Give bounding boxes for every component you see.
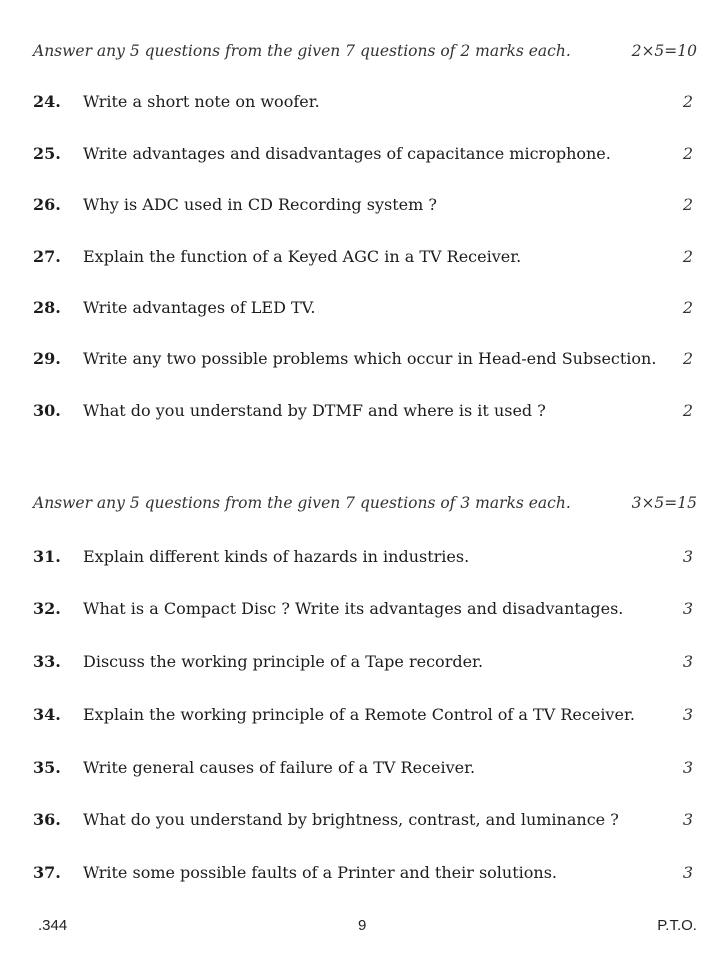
question-marks: 3 (682, 599, 693, 618)
question-number: 32. (33, 599, 61, 618)
question-marks: 3 (682, 652, 693, 671)
question-marks: 2 (682, 349, 693, 368)
question-text: Explain the working principle of a Remote Control of a TV Receiver. (83, 705, 635, 724)
question-number: 34. (33, 705, 61, 724)
question-number: 25. (33, 144, 61, 163)
question-number: 26. (33, 195, 61, 214)
question-number: 27. (33, 247, 61, 266)
question-marks: 2 (682, 144, 693, 163)
question-marks: 2 (682, 298, 693, 317)
question-number: 35. (33, 758, 61, 777)
question-26 (33, 195, 693, 217)
question-text: What is a Compact Disc ? Write its advantages and disadvantages. (83, 599, 624, 618)
paper-code: .344 (38, 917, 68, 934)
question-marks: 3 (682, 863, 693, 882)
question-text: What do you understand by brightness, contrast, and luminance ? (83, 810, 619, 829)
question-text: Explain different kinds of hazards in industries. (83, 547, 470, 566)
question-28 (33, 298, 693, 320)
question-29 (33, 349, 693, 371)
question-text: Discuss the working principle of a Tape recorder. (83, 652, 484, 671)
question-number: 29. (33, 349, 61, 368)
section-2-total-marks: 3×5=15 (631, 494, 697, 512)
question-marks: 2 (682, 92, 693, 111)
question-24 (33, 92, 693, 114)
question-25 (33, 144, 693, 166)
question-33 (33, 652, 693, 674)
question-32 (33, 599, 693, 621)
question-text: Write general causes of failure of a TV Receiver. (83, 758, 476, 777)
question-37 (33, 863, 693, 885)
question-number: 37. (33, 863, 61, 882)
question-marks: 2 (682, 401, 693, 420)
question-number: 30. (33, 401, 61, 420)
question-number: 31. (33, 547, 61, 566)
page-number: 9 (358, 917, 367, 934)
section-1-total-marks: 2×5=10 (631, 42, 697, 60)
section-1-instruction: Answer any 5 questions from the given 7 questions of 2 marks each. (33, 42, 571, 60)
question-number: 33. (33, 652, 61, 671)
question-marks: 3 (682, 758, 693, 777)
question-text: What do you understand by DTMF and where is it used ? (83, 401, 546, 420)
question-number: 36. (33, 810, 61, 829)
question-text: Write any two possible problems which occur in Head-end Subsection. (83, 349, 657, 368)
question-30 (33, 401, 693, 423)
question-number: 24. (33, 92, 61, 111)
question-number: 28. (33, 298, 61, 317)
question-marks: 3 (682, 547, 693, 566)
pto-label: P.T.O. (657, 917, 697, 934)
question-text: Explain the function of a Keyed AGC in a TV Receiver. (83, 247, 522, 266)
question-marks: 3 (682, 705, 693, 724)
question-text: Write advantages and disadvantages of capacitance microphone. (83, 144, 611, 163)
question-34 (33, 705, 693, 727)
question-text: Write advantages of LED TV. (83, 298, 316, 317)
question-36 (33, 810, 693, 832)
page-footer (38, 917, 697, 937)
question-text: Why is ADC used in CD Recording system ? (83, 195, 437, 214)
question-marks: 3 (682, 810, 693, 829)
question-35 (33, 758, 693, 780)
section-2-instruction: Answer any 5 questions from the given 7 questions of 3 marks each. (33, 494, 571, 512)
section-2-instruction-row (33, 494, 697, 516)
question-marks: 2 (682, 247, 693, 266)
question-marks: 2 (682, 195, 693, 214)
question-text: Write some possible faults of a Printer and their solutions. (83, 863, 557, 882)
question-31 (33, 547, 693, 569)
question-27 (33, 247, 693, 269)
question-text: Write a short note on woofer. (83, 92, 320, 111)
section-1-instruction-row (33, 42, 697, 64)
